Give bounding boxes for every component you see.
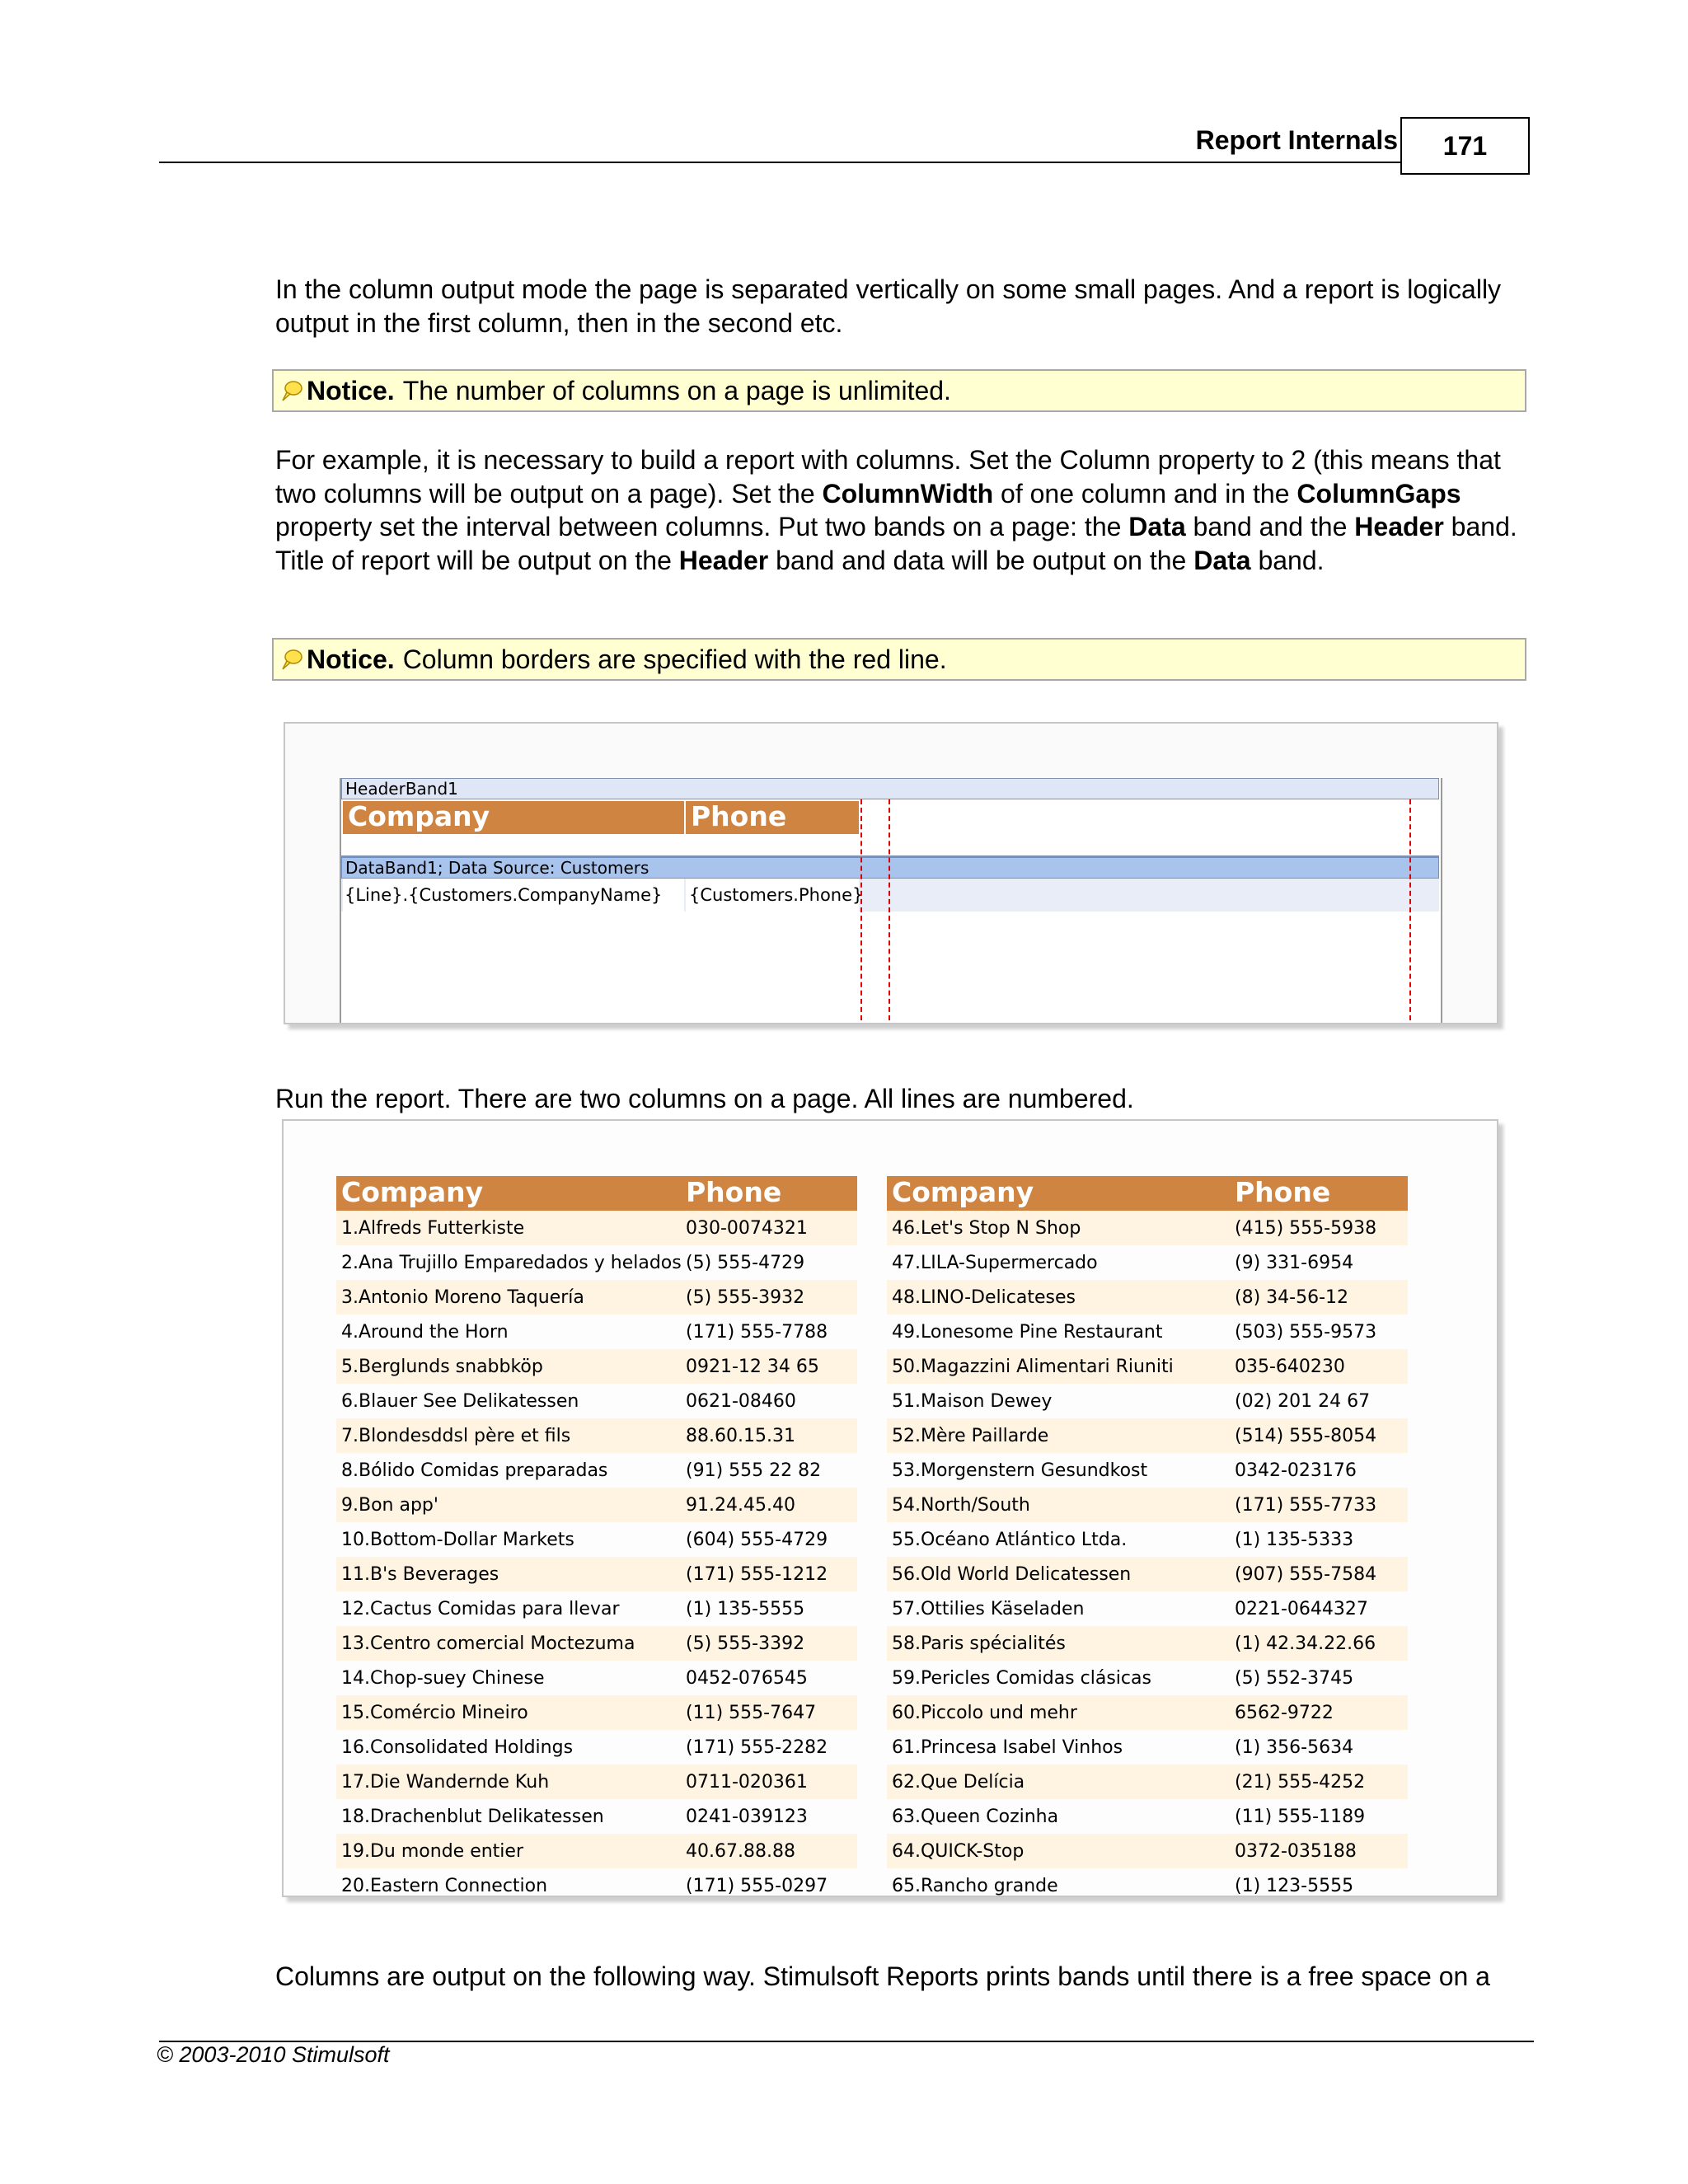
cell-phone: (1) 135-5555: [686, 1599, 805, 1619]
paragraph-example: [275, 443, 1528, 577]
table-row: [887, 1522, 1408, 1557]
cell-company: 14.Chop-suey Chinese: [341, 1668, 545, 1689]
section-title: Report Internals: [1195, 125, 1398, 155]
cell-company: 55.Océano Atlántico Ltda.: [892, 1530, 1128, 1550]
data-band-title[interactable]: DataBand1; Data Source: Customers: [341, 857, 1439, 879]
term-columngaps: ColumnGaps: [1296, 478, 1461, 509]
term-data: Data: [1193, 545, 1251, 575]
cell-company: 19.Du monde entier: [341, 1841, 523, 1862]
cell-phone: (5) 552-3745: [1235, 1668, 1354, 1689]
table-row: [336, 1349, 857, 1384]
footer-copyright: © 2003-2010 Stimulsoft: [157, 2042, 390, 2067]
cell-company: 57.Ottilies Käseladen: [892, 1599, 1085, 1619]
header-company: Company: [341, 1176, 484, 1208]
cell-company: 16.Consolidated Holdings: [341, 1737, 574, 1758]
table-row: [336, 1211, 857, 1245]
text-run: band. Title of report will be output on the: [275, 512, 1517, 575]
header-phone: Phone: [1235, 1176, 1331, 1208]
cell-phone: (1) 123-5555: [1235, 1876, 1354, 1896]
cell-phone: (1) 135-5333: [1235, 1530, 1354, 1550]
cell-company: 17.Die Wandernde Kuh: [341, 1772, 550, 1793]
cell-phone: 0372-035188: [1235, 1841, 1357, 1862]
cell-phone: 0621-08460: [686, 1391, 796, 1412]
cell-company: 4.Around the Horn: [341, 1322, 509, 1343]
cell-phone: (02) 201 24 67: [1235, 1391, 1371, 1412]
cell-phone: 030-0074321: [686, 1218, 808, 1239]
cell-phone: (9) 331-6954: [1235, 1253, 1354, 1273]
cell-phone: 91.24.45.40: [686, 1495, 795, 1516]
table-row: [887, 1834, 1408, 1868]
table-row: [336, 1591, 857, 1626]
cell-company: 54.North/South: [892, 1495, 1030, 1516]
data-cell-phone[interactable]: {Customers.Phone}: [686, 879, 859, 912]
table-row: [336, 1280, 857, 1315]
cell-company: 46.Let's Stop N Shop: [892, 1218, 1081, 1239]
cell-company: 7.Blondesddsl père et fils: [341, 1426, 571, 1446]
table-row: [887, 1245, 1408, 1280]
text-run: band and data will be output on the: [768, 545, 1194, 575]
cell-company: 50.Magazzini Alimentari Riuniti: [892, 1357, 1174, 1377]
cell-phone: 0921-12 34 65: [686, 1357, 819, 1377]
paragraph-columns-output: Columns are output on the following way. Stimulsoft Reports prints bands until there is a free space on a: [275, 1961, 1490, 1991]
table-row: [336, 1695, 857, 1730]
cell-phone: (11) 555-1189: [1235, 1807, 1366, 1827]
cell-phone: 0241-039123: [686, 1807, 808, 1827]
cell-phone: (5) 555-3392: [686, 1633, 805, 1654]
term-header: Header: [1354, 512, 1444, 541]
table-row: [336, 1488, 857, 1522]
cell-company: 11.B's Beverages: [341, 1564, 499, 1585]
term-header: Header: [678, 545, 769, 575]
cell-phone: (171) 555-1212: [686, 1564, 828, 1585]
table-row: [336, 1557, 857, 1591]
table-row: [336, 1453, 857, 1488]
paragraph-run: Run the report. There are two columns on a page. All lines are numbered.: [275, 1084, 1134, 1113]
table-row: [336, 1626, 857, 1661]
cell-phone: (514) 555-8054: [1235, 1426, 1377, 1446]
table-row: [887, 1868, 1408, 1897]
table-row: [887, 1730, 1408, 1765]
cell-company: 53.Morgenstern Gesundkost: [892, 1460, 1148, 1481]
column-border-line: [889, 799, 890, 1020]
cell-company: 61.Princesa Isabel Vinhos: [892, 1737, 1123, 1758]
notice-icon: [280, 379, 303, 402]
table-row: [336, 1868, 857, 1897]
cell-company: 2.Ana Trujillo Emparedados y helados: [341, 1253, 682, 1273]
term-columnwidth: ColumnWidth: [822, 478, 994, 509]
table-row: [336, 1315, 857, 1349]
cell-phone: 0452-076545: [686, 1668, 808, 1689]
cell-phone: (11) 555-7647: [686, 1703, 817, 1723]
cell-company: 12.Cactus Comidas para llevar: [341, 1599, 620, 1619]
table-row: [887, 1349, 1408, 1384]
table-row: [336, 1384, 857, 1418]
cell-phone: (604) 555-4729: [686, 1530, 828, 1550]
cell-company: 13.Centro comercial Moctezuma: [341, 1633, 635, 1654]
cell-company: 47.LILA-Supermercado: [892, 1253, 1098, 1273]
cell-phone: (171) 555-0297: [686, 1876, 828, 1896]
notice-box-2: [272, 638, 1526, 681]
cell-phone: (5) 555-4729: [686, 1253, 805, 1273]
cell-company: 58.Paris spécialités: [892, 1633, 1066, 1654]
cell-company: 48.LINO-Delicateses: [892, 1287, 1076, 1308]
header-cell-phone[interactable]: Phone: [686, 801, 859, 834]
notice-label: Notice.: [307, 375, 395, 405]
cell-company: 60.Piccolo und mehr: [892, 1703, 1077, 1723]
cell-phone: (5) 555-3932: [686, 1287, 805, 1308]
text-run: For example, it is necessary to build a report with columns. Set the Column property to 2 (this means that two columns will be output on a page). Set the: [275, 445, 1501, 509]
cell-company: 18.Drachenblut Delikatessen: [341, 1807, 604, 1827]
cell-phone: (91) 555 22 82: [686, 1460, 822, 1481]
cell-phone: (503) 555-9573: [1235, 1322, 1377, 1343]
table-row: [887, 1280, 1408, 1315]
table-row: [336, 1765, 857, 1799]
table-row: [887, 1384, 1408, 1418]
table-row: [336, 1799, 857, 1834]
table-row: [887, 1315, 1408, 1349]
table-row: [887, 1765, 1408, 1799]
header-band-title[interactable]: HeaderBand1: [341, 778, 1439, 799]
cell-company: 56.Old World Delicatessen: [892, 1564, 1132, 1585]
cell-phone: (171) 555-7788: [686, 1322, 828, 1343]
notice-label: Notice.: [307, 644, 395, 674]
table-row: [336, 1418, 857, 1453]
text-run: of one column and in the: [993, 478, 1297, 509]
term-data: Data: [1128, 512, 1186, 541]
paragraph-intro: In the column output mode the page is separated vertically on some small pages. And a report is logically output in the first column, then in the second etc.: [275, 274, 1502, 338]
table-row: [887, 1211, 1408, 1245]
result-header: [336, 1176, 857, 1211]
cell-company: 1.Alfreds Futterkiste: [341, 1218, 525, 1239]
cell-company: 5.Berglunds snabbköp: [341, 1357, 543, 1377]
cell-company: 65.Rancho grande: [892, 1876, 1058, 1896]
report-preview-screenshot: [282, 1119, 1498, 1897]
cell-phone: (1) 356-5634: [1235, 1737, 1354, 1758]
header-cell-company[interactable]: Company: [343, 801, 684, 834]
designer-screenshot: [284, 722, 1498, 1024]
cell-company: 64.QUICK-Stop: [892, 1841, 1025, 1862]
data-cell-company[interactable]: {Line}.{Customers.CompanyName}: [343, 879, 684, 912]
table-row: [887, 1418, 1408, 1453]
text-run: band.: [1250, 545, 1325, 575]
cell-phone: 88.60.15.31: [686, 1426, 795, 1446]
cell-company: 52.Mère Paillarde: [892, 1426, 1049, 1446]
header-rule: [159, 162, 1400, 163]
cell-phone: (171) 555-2282: [686, 1737, 828, 1758]
notice-text: The number of columns on a page is unlimited.: [402, 375, 951, 405]
cell-company: 51.Maison Dewey: [892, 1391, 1053, 1412]
table-row: [887, 1695, 1408, 1730]
cell-company: 6.Blauer See Delikatessen: [341, 1391, 579, 1412]
cell-phone: 0221-0644327: [1235, 1599, 1368, 1619]
cell-phone: 0342-023176: [1235, 1460, 1357, 1481]
cell-company: 3.Antonio Moreno Taquería: [341, 1287, 584, 1308]
table-row: [887, 1591, 1408, 1626]
table-row: [887, 1626, 1408, 1661]
table-row: [336, 1834, 857, 1868]
table-row: [336, 1245, 857, 1280]
notice-box-1: [272, 369, 1526, 412]
cell-phone: (907) 555-7584: [1235, 1564, 1377, 1585]
column-border-line: [1409, 799, 1411, 1020]
result-header: [887, 1176, 1408, 1211]
cell-company: 62.Que Delícia: [892, 1772, 1025, 1793]
cell-phone: (8) 34-56-12: [1235, 1287, 1349, 1308]
cell-company: 15.Comércio Mineiro: [341, 1703, 528, 1723]
column-border-line: [860, 799, 862, 1020]
table-row: [336, 1522, 857, 1557]
cell-phone: (21) 555-4252: [1235, 1772, 1366, 1793]
table-row: [887, 1488, 1408, 1522]
cell-company: 9.Bon app': [341, 1495, 438, 1516]
cell-company: 8.Bólido Comidas preparadas: [341, 1460, 608, 1481]
notice-icon: [280, 648, 303, 671]
cell-phone: (171) 555-7733: [1235, 1495, 1377, 1516]
cell-company: 59.Pericles Comidas clásicas: [892, 1668, 1151, 1689]
cell-phone: 6562-9722: [1235, 1703, 1334, 1723]
result-column-right: [887, 1176, 1408, 1897]
cell-company: 63.Queen Cozinha: [892, 1807, 1059, 1827]
result-column-left: [336, 1176, 857, 1897]
text-run: band and the: [1185, 512, 1355, 541]
cell-phone: (1) 42.34.22.66: [1235, 1633, 1376, 1654]
header-company: Company: [892, 1176, 1034, 1208]
cell-company: 49.Lonesome Pine Restaurant: [892, 1322, 1163, 1343]
cell-company: 10.Bottom-Dollar Markets: [341, 1530, 574, 1550]
table-row: [336, 1661, 857, 1695]
cell-phone: 40.67.88.88: [686, 1841, 795, 1862]
cell-phone: 0711-020361: [686, 1772, 808, 1793]
table-row: [336, 1730, 857, 1765]
table-row: [887, 1557, 1408, 1591]
cell-company: 20.Eastern Connection: [341, 1876, 548, 1896]
header-phone: Phone: [686, 1176, 782, 1208]
table-row: [887, 1661, 1408, 1695]
notice-text: Column borders are specified with the red line.: [402, 644, 947, 674]
cell-phone: (415) 555-5938: [1235, 1218, 1377, 1239]
table-row: [887, 1453, 1408, 1488]
text-run: property set the interval between columns. Put two bands on a page: the: [275, 512, 1129, 541]
cell-phone: 035-640230: [1235, 1357, 1345, 1377]
table-row: [887, 1799, 1408, 1834]
page-number: 171: [1400, 117, 1530, 175]
